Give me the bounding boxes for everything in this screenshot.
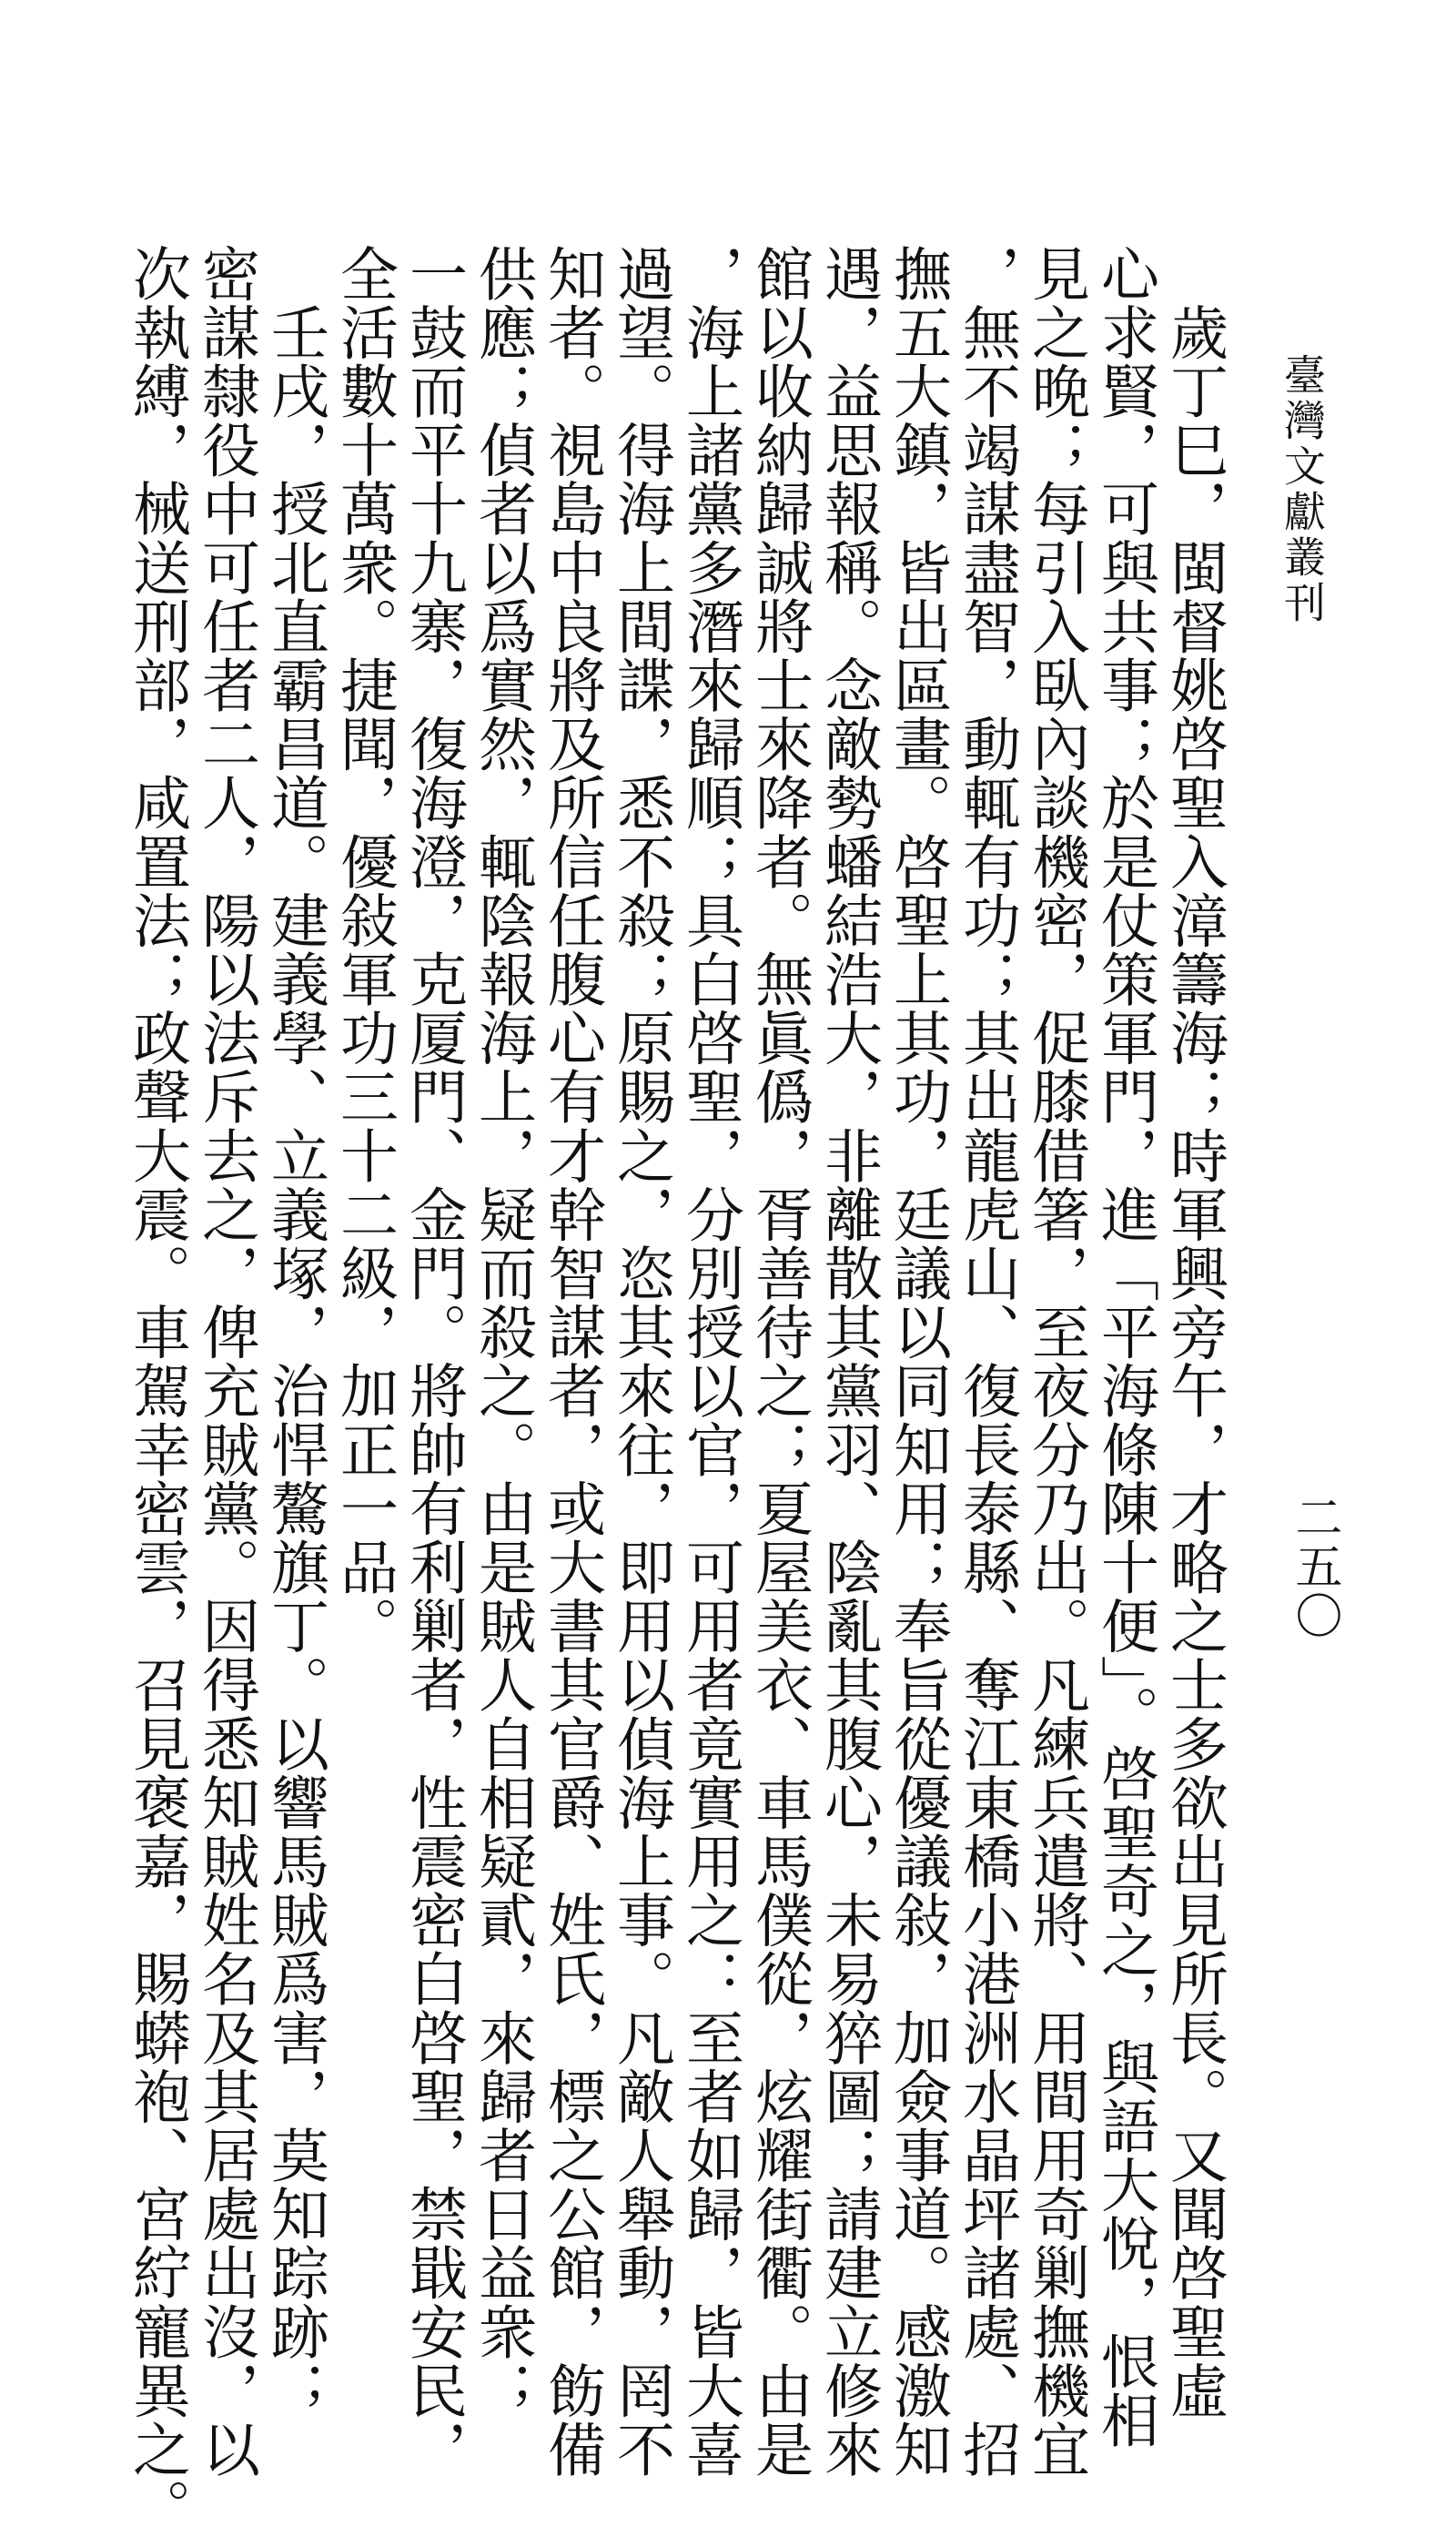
text-column: 撫五大鎮，皆出區畫。啓聖上其功，廷議以同知用；奉旨從優議敍，加僉事道。感激知 <box>884 244 951 2479</box>
text-column: 知者。視島中良將及所信任腹心有才幹智謀者，或大書其官爵、姓氏，標之公館，飭備 <box>538 244 605 2479</box>
text-column: 館以收納歸誠將士來降者。無眞僞，胥善待之；夏屋美衣、車馬僕從，炫耀街衢。由是 <box>745 244 813 2479</box>
text-column: 遇，益思報稱。念敵勢蟠結浩大，非離散其黨羽、陰亂其腹心，未易猝圖；請建立修來 <box>814 244 882 2479</box>
text-column: 供應；偵者以爲實然，輒陰報海上，疑而殺之。由是賊人自相疑貳，來歸者日益衆； <box>469 244 536 2420</box>
text-column: 見之晚；每引入臥內談機密，促膝借箸，至夜分乃出。凡練兵遣將、用間用奇剿撫機宜 <box>1022 244 1089 2479</box>
text-column: 過望。得海上間諜，悉不殺；原賜之，恣其來往，即用以偵海上事。凡敵人舉動，罔不 <box>607 244 674 2479</box>
running-header-title: 臺灣文獻叢刊 <box>1278 353 1327 626</box>
text-column: 一鼓而平十九寨，復海澄，克厦門、金門。將帥有利剿者，性震密白啓聖，禁戢安民， <box>399 244 467 2479</box>
text-column: 心求賢，可與共事；於是仗策軍門，進「平海條陳十便」。啓聖奇之，與語大悅，恨相 <box>1091 244 1158 2450</box>
text-column: 壬戌，授北直霸昌道。建義學、立義塚，治悍驁旗丁。以響馬賊爲害，莫知踪跡； <box>261 244 329 2420</box>
text-column: 全活數十萬衆。捷聞，優敍軍功三十二級，加正一品。 <box>330 244 398 1656</box>
text-column: ，海上諸黨多潛來歸順；具白啓聖，分別授以官，可用者竟實用之：至者如歸，皆大喜 <box>676 244 743 2479</box>
text-column: 歲丁巳，閩督姚啓聖入漳籌海；時軍興旁午，才略之士多欲出見所長。又聞啓聖虛 <box>1160 244 1228 2420</box>
text-column: 次執縛，械送刑部，咸置法；政聲大震。車駕幸密雲，召見褒嘉，賜蟒袍、宮紵寵異之。 <box>123 244 190 2537</box>
page-number: 二五〇 <box>1287 1493 1341 1640</box>
text-column: 密謀隸役中可任者二人，陽以法斥去之，俾充賊黨。因得悉知賊姓名及其居處出沒，以 <box>192 244 259 2479</box>
text-column: ，無不竭謀盡智，動輒有功；其出龍虎山、復長泰縣、奪江東橋小港洲水晶坪諸處、招 <box>953 244 1020 2479</box>
vertical-text-block <box>122 244 1228 2537</box>
